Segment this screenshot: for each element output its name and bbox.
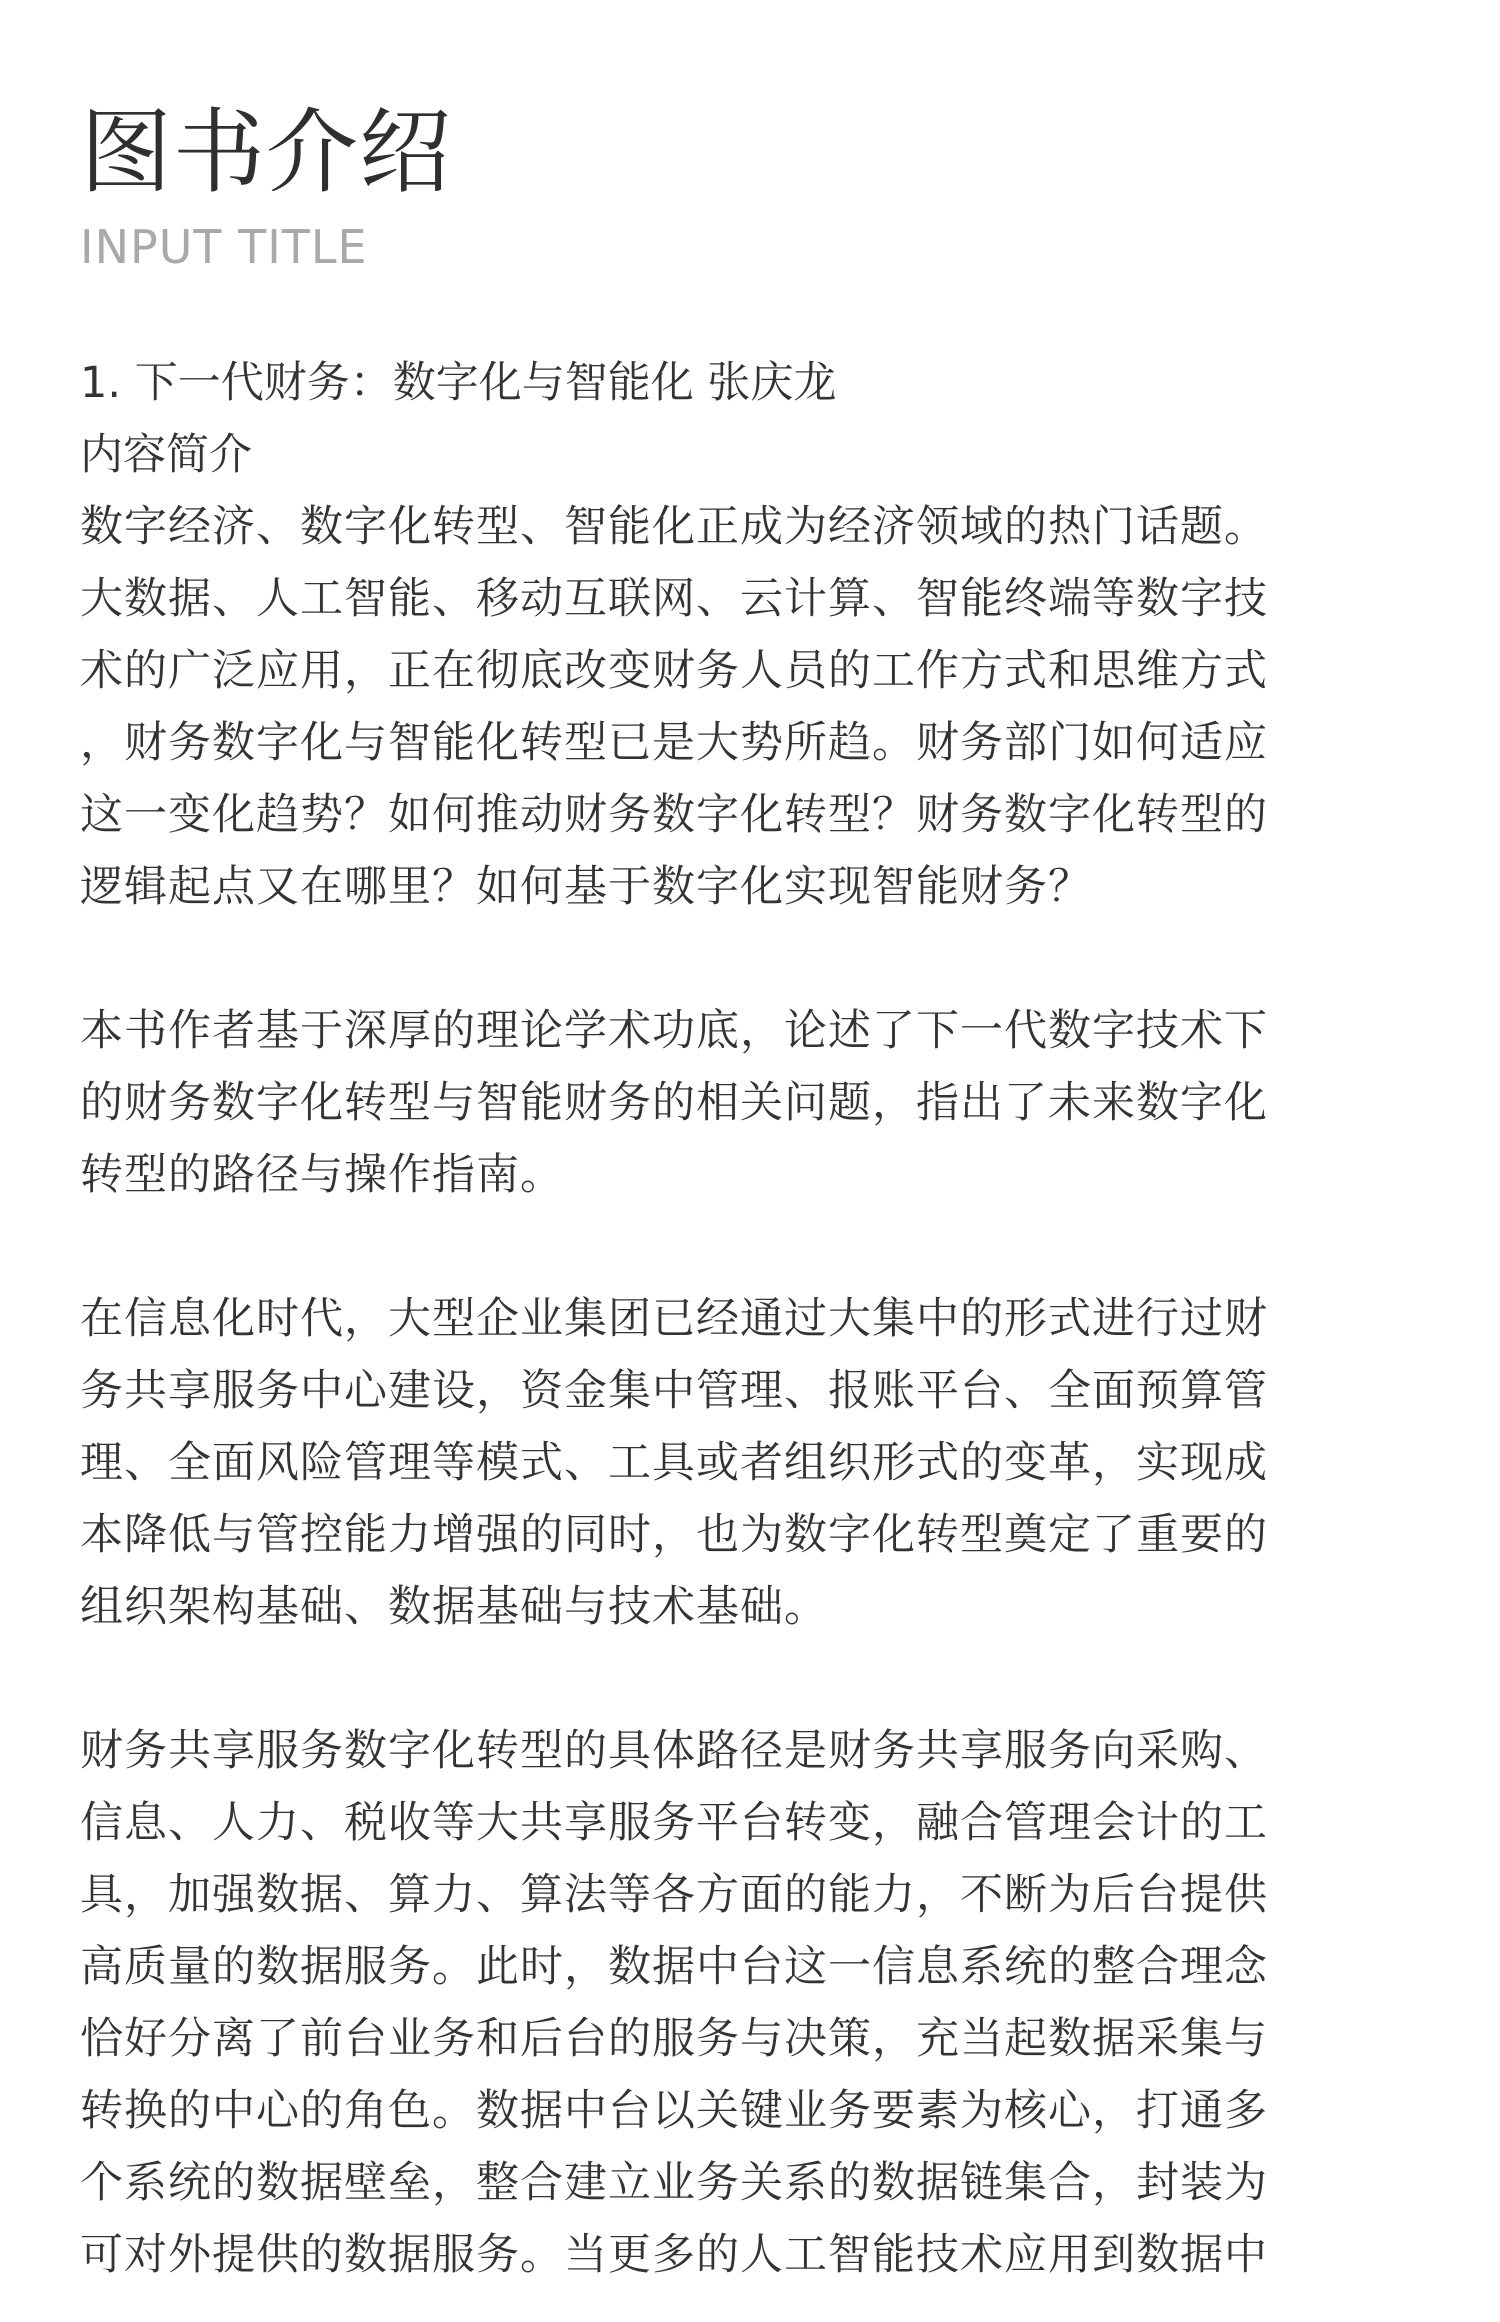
intro-paragraph-2: 本书作者基于深厚的理论学术功底，论述了下一代数字技术下 的财务数字化转型与智能财务的相关问题，指出了未来数字化 转型的路径与操作指南。 [80,1005,1268,1200]
paragraph-gap [80,1643,1390,1715]
book-heading: 1. 下一代财务：数字化与智能化 张庆龙 [80,357,837,408]
paragraph-gap [80,1211,1390,1283]
section-label: 内容简介 [80,429,252,480]
intro-paragraph-3: 在信息化时代，大型企业集团已经通过大集中的形式进行过财 务共享服务中心建设，资金集中管理、报账平台、全面预算管 理、全面风险管理等模式、工具或者组织形式的变革，实现成 本降低与管控能力增强的同时，也为数字化转型奠定了重要的 组织架构基础、数据基础与技术基础。 [80,1293,1268,1632]
paragraph-gap [80,923,1390,995]
intro-paragraph-1: 数字经济、数字化转型、智能化正成为经济领域的热门话题。 大数据、人工智能、移动互联网、云计算、智能终端等数字技 术的广泛应用，正在彻底改变财务人员的工作方式和思维方式 ，财务数字化与智能化转型已是大势所趋。财务部门如何适应 这一变化趋势？如何推动财务数字化转型？财务数字化转型的 逻辑起点又在哪里？如何基于数字化实现智能财务？ [80,501,1268,912]
page-subtitle: INPUT TITLE [80,219,368,274]
intro-paragraph-4: 财务共享服务数字化转型的具体路径是财务共享服务向采购、 信息、人力、税收等大共享服务平台转变，融合管理会计的工 具，加强数据、算力、算法等各方面的能力，不断为后台提供 高质量的数据服务。此时，数据中台这一信息系统的整合理念 恰好分离了前台业务和后台的服务与决策，充当起数据采集与 转换的中心的角色。数据中台以关键业务要素为核心，打通多 个系统的数据壁垒，整合建立业务关系的数据链集合，封装为 可对外提供的数据服务。当更多的人工智能技术应用到数据中 [80,1725,1268,2280]
page-title: 图书介绍 [80,99,453,206]
book-intro-page [80,99,1390,2291]
